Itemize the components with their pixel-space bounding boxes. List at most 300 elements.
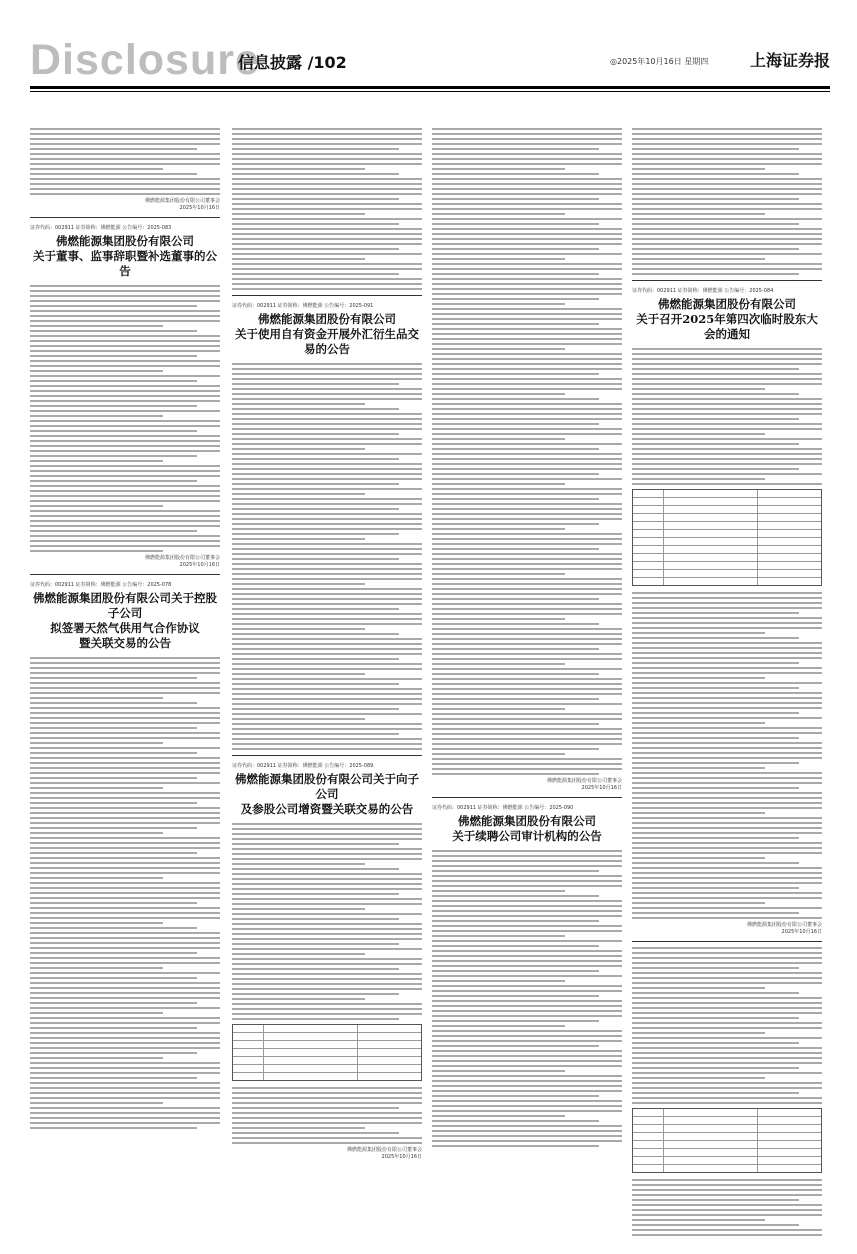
text-line (632, 957, 822, 959)
text-line (432, 278, 622, 280)
text-line (232, 663, 422, 665)
text-line (232, 848, 422, 850)
text-line (30, 677, 197, 679)
text-line (632, 258, 765, 260)
data-table (632, 489, 822, 586)
text-line (432, 363, 622, 365)
text-line (232, 688, 422, 690)
text-line (30, 375, 220, 377)
text-line (632, 413, 822, 415)
text-line (30, 475, 220, 477)
text-line (432, 303, 565, 305)
text-line (232, 258, 365, 260)
text-line (232, 398, 422, 400)
text-line (30, 887, 220, 889)
text-line (432, 578, 622, 580)
announcement (632, 287, 822, 936)
text-line (432, 925, 622, 927)
text-line (432, 333, 622, 335)
text-line (432, 1120, 599, 1122)
text-line (232, 443, 422, 445)
text-line (30, 1037, 220, 1039)
text-line (632, 787, 799, 789)
text-line (632, 902, 765, 904)
signature: 佛燃能源集团股份有限公司董事会 2025年10月16日 (546, 778, 622, 791)
text-line (232, 493, 365, 495)
text-line (232, 548, 422, 550)
text-line (232, 693, 422, 695)
text-line (232, 863, 365, 865)
text-line (632, 268, 822, 270)
text-line (432, 683, 622, 685)
column-3 (432, 128, 622, 1150)
text-line (632, 617, 822, 619)
text-line (632, 1087, 822, 1089)
text-line (432, 188, 622, 190)
text-line (30, 1087, 220, 1089)
text-line (232, 698, 422, 700)
text-line (30, 420, 220, 422)
text-line (632, 817, 822, 819)
text-line (632, 1219, 765, 1221)
text-line (30, 385, 220, 387)
text-line (432, 428, 622, 430)
text-line (432, 965, 622, 967)
text-line (432, 895, 599, 897)
text-line (632, 1002, 822, 1004)
text-line (632, 812, 765, 814)
stock-code-line: 证券代码：002911 证券简称：佛燃能源 公告编号：2025-083 (30, 225, 172, 231)
text-line (432, 138, 622, 140)
text-line (30, 520, 220, 522)
text-line (632, 1214, 822, 1216)
text-line (432, 223, 599, 225)
text-line (232, 728, 422, 730)
text-line (632, 1199, 799, 1201)
text-line (632, 433, 765, 435)
text-line (30, 515, 220, 517)
text-line (432, 995, 599, 997)
text-line (632, 757, 822, 759)
text-line (232, 883, 422, 885)
text-line (432, 1140, 622, 1142)
text-line (432, 1080, 622, 1082)
text-line (232, 283, 422, 285)
text-line (232, 618, 422, 620)
text-line (30, 997, 220, 999)
text-line (232, 178, 422, 180)
text-line (432, 273, 599, 275)
text-line (30, 1072, 220, 1074)
text-line (30, 330, 197, 332)
text-line (432, 758, 622, 760)
text-line (432, 558, 622, 560)
text-line (432, 698, 599, 700)
text-line (432, 733, 622, 735)
text-line (30, 290, 220, 292)
announcement-title: 佛燃能源集团股份有限公司关于向子公司 及参股公司增资暨关联交易的公告 (235, 772, 419, 816)
text-line (232, 533, 399, 535)
text-line (432, 423, 599, 425)
text-line (432, 628, 622, 630)
newspaper-name: 上海证券报 (749, 51, 830, 70)
text-line (632, 383, 822, 385)
text-line (30, 727, 197, 729)
text-line (232, 228, 422, 230)
text-line (232, 893, 399, 895)
text-line (632, 163, 822, 165)
text-line (30, 485, 220, 487)
text-line (432, 218, 622, 220)
text-line (632, 852, 822, 854)
text-line (232, 998, 365, 1000)
text-line (432, 1065, 622, 1067)
text-line (432, 930, 622, 932)
text-line (432, 258, 565, 260)
text-line (432, 860, 622, 862)
text-line (632, 233, 822, 235)
text-line (30, 867, 220, 869)
text-line (632, 238, 822, 240)
text-line (30, 757, 220, 759)
text-line (432, 548, 599, 550)
text-line (232, 738, 422, 740)
text-line (232, 983, 422, 985)
text-line (432, 458, 622, 460)
text-line (432, 478, 622, 480)
text-line (232, 378, 422, 380)
text-line (30, 460, 163, 462)
text-line (432, 253, 622, 255)
text-line (232, 828, 422, 830)
stock-code-line: 证券代码：002911 证券简称：佛燃能源 公告编号：2025-084 (632, 288, 774, 294)
text-line (432, 753, 565, 755)
text-line (432, 313, 622, 315)
text-line (232, 718, 365, 720)
text-line (432, 243, 622, 245)
text-line (432, 880, 622, 882)
text-line (30, 897, 220, 899)
text-line (432, 1035, 622, 1037)
text-line (232, 678, 422, 680)
section-brand: Disclosure (30, 36, 260, 84)
text-line (232, 673, 365, 675)
text-line (432, 603, 622, 605)
text-line (632, 752, 822, 754)
text-line (232, 938, 422, 940)
text-line (632, 1067, 799, 1069)
text-line (30, 540, 220, 542)
text-line (632, 767, 765, 769)
text-line (30, 310, 220, 312)
text-line (30, 672, 220, 674)
text-line (232, 393, 422, 395)
body-text (30, 657, 220, 1129)
text-line (30, 355, 197, 357)
text-line (632, 627, 822, 629)
text-line (632, 807, 822, 809)
text-line (232, 713, 422, 715)
text-line (232, 408, 399, 410)
text-line (30, 852, 197, 854)
text-line (632, 1042, 799, 1044)
text-line (30, 435, 220, 437)
text-line (232, 478, 422, 480)
text-line (30, 1057, 163, 1059)
text-line (30, 300, 220, 302)
text-line (30, 410, 220, 412)
text-line (232, 628, 365, 630)
text-line (432, 718, 622, 720)
text-line (30, 772, 220, 774)
text-line (30, 1047, 220, 1049)
text-line (30, 962, 220, 964)
text-line (432, 1115, 565, 1117)
text-line (30, 183, 220, 185)
text-line (232, 1127, 365, 1129)
text-line (432, 398, 599, 400)
text-line (30, 1102, 163, 1104)
text-line (432, 523, 599, 525)
text-line (232, 1018, 399, 1020)
text-line (30, 505, 163, 507)
text-line (432, 528, 565, 530)
text-line (232, 233, 422, 235)
text-line (632, 183, 822, 185)
text-line (232, 928, 422, 930)
text-line (232, 373, 422, 375)
text-line (432, 208, 622, 210)
text-line (232, 648, 422, 650)
text-line (632, 652, 822, 654)
text-line (232, 158, 422, 160)
text-line (232, 138, 422, 140)
text-line (232, 878, 422, 880)
text-line (432, 283, 622, 285)
text-line (432, 708, 565, 710)
text-line (30, 1067, 220, 1069)
text-line (432, 383, 622, 385)
text-line (30, 335, 220, 337)
text-line (432, 553, 622, 555)
signature: 佛燃能源集团股份有限公司董事会 2025年10月16日 (144, 198, 220, 211)
text-line (432, 178, 622, 180)
text-line (632, 198, 799, 200)
text-line (632, 378, 822, 380)
text-line (30, 972, 220, 974)
text-line (232, 263, 422, 265)
text-line (632, 178, 822, 180)
text-line (30, 792, 220, 794)
text-line (232, 543, 422, 545)
text-line (30, 927, 197, 929)
announcement (30, 224, 220, 569)
text-line (232, 553, 422, 555)
text-line (432, 533, 622, 535)
text-line (432, 518, 622, 520)
text-line (30, 712, 220, 714)
text-line (632, 982, 822, 984)
text-line (432, 598, 599, 600)
text-line (232, 908, 365, 910)
text-line (632, 208, 822, 210)
text-line (232, 243, 422, 245)
text-line (632, 967, 799, 969)
text-line (232, 873, 422, 875)
text-line (432, 920, 599, 922)
text-line (632, 473, 822, 475)
text-line (30, 797, 220, 799)
text-line (30, 1117, 220, 1119)
text-line (432, 1030, 622, 1032)
text-line (432, 703, 622, 705)
text-line (30, 530, 197, 532)
text-line (232, 918, 399, 920)
text-line (432, 855, 622, 857)
text-line (632, 203, 822, 205)
text-line (632, 128, 822, 130)
text-line (232, 413, 422, 415)
text-line (30, 762, 220, 764)
announcement (232, 302, 422, 750)
body-text (30, 128, 220, 195)
text-line (432, 263, 622, 265)
text-line (632, 443, 799, 445)
text-line (432, 388, 622, 390)
text-line (30, 942, 220, 944)
text-line (432, 773, 599, 775)
text-line (432, 288, 622, 290)
text-line (232, 903, 422, 905)
text-line (432, 593, 622, 595)
text-line (632, 747, 822, 749)
text-line (432, 378, 622, 380)
text-line (432, 1125, 622, 1127)
text-line (432, 763, 622, 765)
text-line (432, 688, 622, 690)
text-line (432, 508, 622, 510)
text-line (432, 148, 599, 150)
text-line (632, 952, 822, 954)
text-line (30, 842, 220, 844)
text-line (632, 1102, 822, 1104)
text-line (232, 1117, 422, 1119)
signature: 佛燃能源集团股份有限公司董事会 2025年10月16日 (346, 1147, 422, 1160)
text-line (432, 850, 622, 852)
text-line (632, 133, 822, 135)
text-line (232, 643, 422, 645)
text-line (232, 278, 422, 280)
text-line (632, 647, 822, 649)
text-line (432, 128, 622, 130)
text-line (432, 463, 622, 465)
text-line (30, 802, 197, 804)
text-line (232, 273, 399, 275)
text-line (632, 972, 822, 974)
text-line (632, 742, 822, 744)
text-line (232, 888, 422, 890)
text-line (30, 168, 163, 170)
text-line (432, 153, 622, 155)
text-line (232, 1008, 422, 1010)
text-line (30, 1122, 220, 1124)
announcement (232, 762, 422, 1161)
data-table (632, 1108, 822, 1173)
text-line (432, 453, 622, 455)
text-line (432, 1050, 622, 1052)
text-line (30, 1097, 220, 1099)
body-text (232, 823, 422, 1020)
text-line (30, 957, 220, 959)
text-line (432, 588, 622, 590)
text-line (232, 603, 422, 605)
text-line (432, 1135, 622, 1137)
body-text (632, 947, 822, 1104)
text-line (232, 428, 422, 430)
text-line (30, 1112, 220, 1114)
text-line (632, 842, 822, 844)
text-line (30, 977, 197, 979)
text-line (30, 350, 220, 352)
text-line (432, 985, 622, 987)
text-line (432, 768, 622, 770)
text-line (432, 448, 599, 450)
text-line (432, 373, 599, 375)
text-line (232, 838, 422, 840)
text-line (232, 953, 365, 955)
text-line (632, 1194, 822, 1196)
text-line (30, 1082, 220, 1084)
text-line (632, 1012, 822, 1014)
text-line (30, 947, 220, 949)
announcement-title: 佛燃能源集团股份有限公司 关于董事、监事辞职暨补选董事的公告 (33, 234, 217, 278)
text-line (30, 967, 163, 969)
text-line (432, 668, 622, 670)
text-line (632, 138, 822, 140)
text-line (632, 273, 799, 275)
text-line (30, 133, 220, 135)
text-line (30, 340, 220, 342)
text-line (30, 395, 220, 397)
text-line (632, 148, 799, 150)
text-line (30, 500, 220, 502)
announcement-title: 佛燃能源集团股份有限公司 关于召开2025年第四次临时股东大会的通知 (636, 297, 818, 341)
text-line (632, 892, 822, 894)
text-line (632, 253, 822, 255)
text-line (432, 438, 565, 440)
text-line (232, 973, 422, 975)
text-line (232, 453, 422, 455)
issue-date: ◎2025年10月16日 星期四 (610, 57, 709, 66)
text-line (30, 702, 197, 704)
text-line (30, 1017, 220, 1019)
body-text (232, 128, 422, 290)
text-line (632, 1097, 822, 1099)
text-line (432, 1045, 599, 1047)
text-line (30, 717, 220, 719)
text-line (432, 915, 622, 917)
text-line (632, 727, 822, 729)
text-line (30, 722, 220, 724)
text-line (232, 598, 422, 600)
text-line (30, 315, 220, 317)
text-line (432, 1145, 599, 1147)
text-line (632, 947, 822, 949)
text-line (30, 1032, 220, 1034)
text-line (232, 1102, 422, 1104)
text-line (232, 193, 422, 195)
body-text (632, 1179, 822, 1236)
